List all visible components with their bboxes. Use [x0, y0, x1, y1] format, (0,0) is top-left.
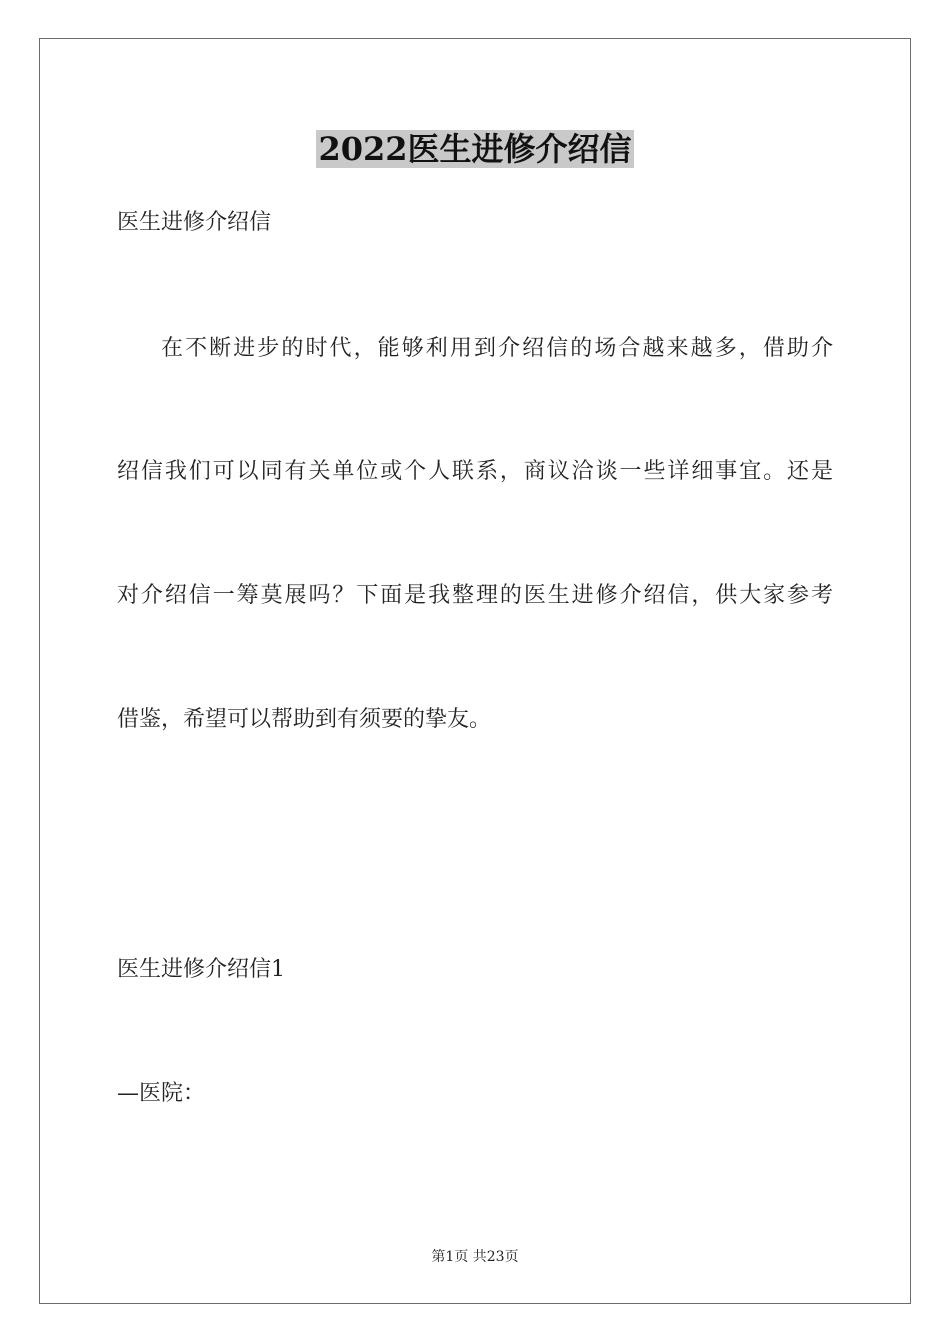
document-subtitle: 医生进修介绍信: [117, 210, 272, 235]
paragraph-line-2: 绍信我们可以同有关单位或个人联系，商议洽谈一些详细事宜。还是: [117, 459, 833, 484]
paragraph-line-1: 在不断进步的时代，能够利用到介绍信的场合越来越多，借助介: [161, 336, 833, 361]
paragraph-line-4: 借鉴，希望可以帮助到有须要的挚友。: [117, 707, 492, 732]
paragraph-line-3: 对介绍信一筹莫展吗？下面是我整理的医生进修介绍信，供大家参考: [117, 583, 833, 608]
section-heading: 医生进修介绍信1: [117, 957, 285, 982]
document-title-text: 2022医生进修介绍信: [318, 130, 632, 168]
salutation: —医院：: [117, 1081, 206, 1106]
page-footer: 第1页 共23页: [431, 1249, 519, 1265]
document-title: [0, 127, 950, 171]
